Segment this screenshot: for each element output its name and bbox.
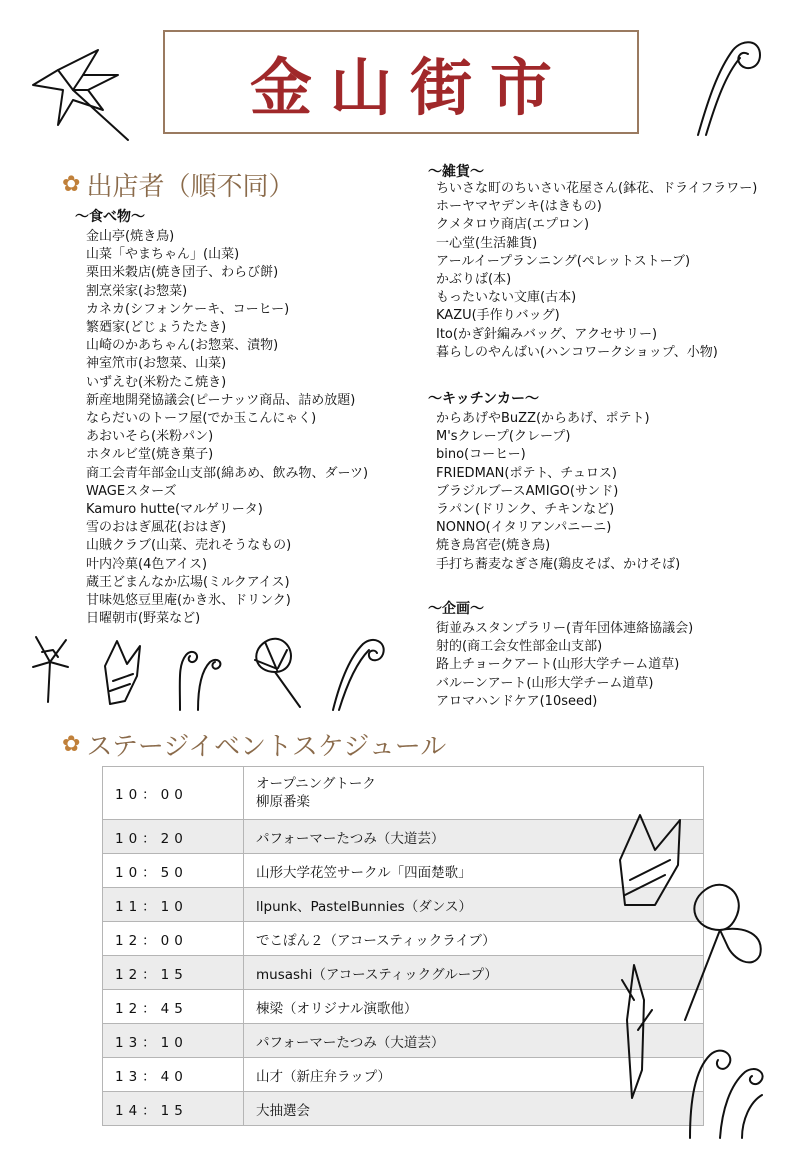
list-item: 新産地開発協議会(ピーナッツ商品、詰め放題) <box>86 392 356 408</box>
fern-sprout-icon <box>325 632 390 712</box>
list-item: 街並みスタンプラリー(青年団体連絡協議会) <box>436 621 694 636</box>
list-item: ホタルビ堂(焼き菓子) <box>86 447 214 463</box>
page-title: 金山街市 <box>249 50 570 124</box>
schedule-time: 10：50 <box>103 854 244 888</box>
list-item: からあげやBuZZ(からあげ、ポテト) <box>436 411 650 426</box>
kitchencar-label: 〜キッチンカー〜 <box>428 391 540 407</box>
list-item: 手打ち蕎麦なぎさ庵(鶏皮そば、かけそば) <box>436 556 681 572</box>
schedule-performer: パフォーマーたつみ（大道芸） <box>244 820 704 854</box>
wild-vegetable-icon <box>95 636 150 706</box>
list-item: Kamuro hutte(マルゲリータ) <box>86 502 263 518</box>
list-item: 山崎のかあちゃん(お惣菜、漬物) <box>86 338 279 354</box>
list-item: ならだいのトーフ屋(でか玉こんにゃく) <box>86 411 317 427</box>
goods-list <box>436 180 757 362</box>
list-item: 金山亭(焼き鳥) <box>86 229 175 244</box>
list-item: 蔵王どまんなか広場(ミルクアイス) <box>86 574 290 590</box>
list-item: 甘味処悠豆里庵(かき氷、ドリンク) <box>86 593 291 609</box>
wild-vegetable-icon <box>245 632 310 710</box>
list-item: 一心堂(生活雑貨) <box>436 235 538 251</box>
events-label: 〜企画〜 <box>428 601 484 617</box>
list-item: 栗田米穀店(焼き団子、わらび餅) <box>86 265 279 281</box>
schedule-heading-text: ステージイベントスケジュール <box>86 732 447 762</box>
fern-sprout-icon <box>688 30 768 140</box>
schedule-heading <box>62 726 446 763</box>
wild-vegetable-icon <box>612 960 662 1100</box>
performer-line: 柳原番楽 <box>256 794 310 810</box>
schedule-performer: 山才（新庄弁ラップ） <box>244 1058 704 1092</box>
list-item: 繁廼家(どじょうたたき) <box>86 320 227 336</box>
list-item: 日曜朝市(野菜など) <box>86 611 201 627</box>
schedule-performer: でこぽん２（アコースティックライブ） <box>244 922 704 956</box>
flower-icon: ✿ <box>62 732 81 757</box>
flower-icon: ✿ <box>62 172 81 197</box>
list-item: あおいそら(米粉パン) <box>86 429 214 445</box>
list-item: KAZU(手作りバッグ) <box>436 308 560 324</box>
schedule-time: 13：10 <box>103 1024 244 1058</box>
list-item: アロマハンドケア(10seed) <box>436 693 598 709</box>
list-item: 割烹栄家(お惣菜) <box>86 283 188 299</box>
list-item: かぶりば(本) <box>436 272 512 288</box>
list-item: 暮らしのやんばい(ハンコワークショップ、小物) <box>436 344 718 360</box>
list-item: いずえむ(米粉たこ焼き) <box>86 374 227 390</box>
list-item: M'sクレープ(クレープ) <box>436 429 571 445</box>
schedule-time: 10：20 <box>103 820 244 854</box>
schedule-time: 11：10 <box>103 888 244 922</box>
vendors-heading-text: 出店者（順不同） <box>86 172 295 202</box>
list-item: ちいさな町のちいさい花屋さん(鉢花、ドライフラワー) <box>436 181 758 196</box>
list-item: 山菜「やまちゃん」(山菜) <box>86 247 240 263</box>
schedule-time: 10：00 <box>103 767 244 820</box>
food-list <box>86 228 368 628</box>
wild-vegetable-icon <box>28 30 138 145</box>
schedule-time: 12：45 <box>103 990 244 1024</box>
schedule-time: 12：00 <box>103 922 244 956</box>
list-item: 焼き鳥宮壱(焼き鳥) <box>436 538 551 554</box>
list-item: 神室笊市(お惣菜、山菜) <box>86 356 227 372</box>
list-item: FRIEDMAN(ポテト、チュロス) <box>436 465 617 481</box>
list-item: 射的(商工会女性部金山支部) <box>436 639 603 655</box>
fern-sprout-icon <box>168 640 228 712</box>
list-item: WAGEスターズ <box>86 483 177 499</box>
kitchencar-list <box>436 410 680 574</box>
vendors-heading <box>62 166 294 203</box>
schedule-performer: パフォーマーたつみ（大道芸） <box>244 1024 704 1058</box>
performer-line: オープニングトーク <box>256 776 376 792</box>
list-item: ホーヤマヤデンキ(はきもの) <box>436 199 602 215</box>
wild-vegetable-icon <box>675 875 770 1025</box>
list-item: バルーンアート(山形大学チーム道草) <box>436 675 654 691</box>
events-list <box>436 620 693 711</box>
goods-label: 〜雑貨〜 <box>428 164 484 180</box>
list-item: 雪のおはぎ風花(おはぎ) <box>86 520 227 536</box>
list-item: ブラジルブースAMIGO(サンド) <box>436 483 619 499</box>
list-item: 叶内冷菓(4色アイス) <box>86 556 208 572</box>
list-item: もったいない文庫(古本) <box>436 290 577 306</box>
list-item: 商工会青年部金山支部(綿あめ、飲み物、ダーツ) <box>86 465 369 481</box>
title-box <box>163 30 639 134</box>
wild-vegetable-icon <box>28 632 73 704</box>
list-item: クメタロウ商店(エプロン) <box>436 217 590 233</box>
schedule-time: 12：15 <box>103 956 244 990</box>
list-item: カネカ(シフォンケーキ、コーヒー) <box>86 301 290 317</box>
list-item: 山賊クラブ(山菜、売れそうなもの) <box>86 538 292 554</box>
food-label: 〜食べ物〜 <box>75 209 145 225</box>
schedule-performer: 棟梁（オリジナル演歌他） <box>244 990 704 1024</box>
table-row <box>103 922 704 956</box>
schedule-performer: 山形大学花笠サークル「四面楚歌」 <box>244 854 704 888</box>
list-item: アールイープランニング(ペレットストーブ) <box>436 253 691 269</box>
fern-sprout-icon <box>680 1030 770 1140</box>
schedule-time: 14：15 <box>103 1092 244 1126</box>
list-item: 路上チョークアート(山形大学チーム道草) <box>436 657 680 673</box>
schedule-performer: 大抽選会 <box>244 1092 704 1126</box>
list-item: ラパン(ドリンク、チキンなど) <box>436 502 615 518</box>
schedule-time: 13：40 <box>103 1058 244 1092</box>
list-item: bino(コーヒー) <box>436 447 526 463</box>
list-item: NONNO(イタリアンパニーニ) <box>436 520 612 536</box>
schedule-performer: musashi（アコースティックグループ） <box>244 956 704 990</box>
schedule-performer: llpunk、PastelBunnies（ダンス） <box>244 888 704 922</box>
list-item: Ito(かぎ針編みバッグ、アクセサリー) <box>436 326 658 342</box>
